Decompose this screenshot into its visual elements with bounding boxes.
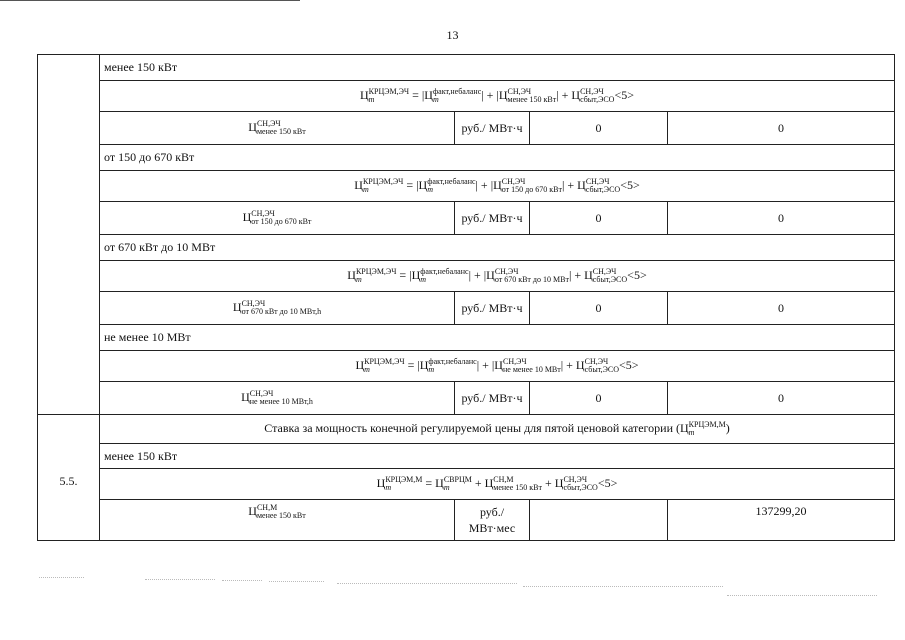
section-title-text: Ставка за мощность конечной регулируемой цены для пятой ценовой категории (Ц <box>264 421 689 435</box>
symbol-base: Ц <box>242 210 252 224</box>
formula-lhs-sub: m <box>355 275 362 284</box>
formula-eq: = |Ц <box>404 358 429 372</box>
formula-term2-sup: СН,ЭЧ <box>502 357 527 366</box>
section-title-sub: m <box>688 428 695 437</box>
subsection-label: от 150 до 670 кВт <box>100 145 895 171</box>
formula-footnote: <5> <box>597 476 618 490</box>
symbol-base: Ц <box>248 504 257 518</box>
formula-cell <box>100 171 895 202</box>
page-number: 13 <box>446 28 459 42</box>
table-row <box>38 202 895 235</box>
formula-term3-sub: сбыт,ЭСО <box>584 365 619 374</box>
formula-term1-sub: m <box>432 95 439 104</box>
subsection-label: менее 150 кВт <box>100 444 895 469</box>
symbol-cell <box>100 202 455 235</box>
formula-lhs-sub: m <box>368 95 375 104</box>
value-cell-1: 0 <box>530 202 668 235</box>
formula-term3-sup: СН,ЭЧ <box>592 267 617 276</box>
section-number: 5.5. <box>38 415 100 541</box>
symbol-cell <box>100 500 455 541</box>
formula-term1-end: | + |Ц <box>481 88 508 102</box>
table-row <box>38 325 895 351</box>
formula-lhs-sup: КРЦЭМ,ЭЧ <box>368 87 410 96</box>
value-cell-2: 0 <box>668 292 895 325</box>
formula-term1-sub: m <box>428 365 435 374</box>
formula-term3-sub: сбыт,ЭСО <box>585 185 621 194</box>
section-title-end: ) <box>725 421 730 435</box>
formula-term3-sub: сбыт,ЭСО <box>580 95 615 104</box>
formula-term1-end: | + |Ц <box>475 178 502 192</box>
symbol-sup: СН,ЭЧ <box>256 119 281 128</box>
formula-lhs-sub: m <box>364 365 370 374</box>
formula-term1-sub: m <box>443 483 450 492</box>
formula-cell <box>100 469 895 500</box>
tariff-table-body <box>38 55 895 541</box>
formula-lhs: Ц <box>360 88 369 102</box>
formula-term3-sub: сбыт,ЭСО <box>563 483 598 492</box>
formula-footnote: <5> <box>619 358 639 372</box>
table-row <box>38 415 895 444</box>
formula-footnote: <5> <box>620 178 640 192</box>
table-row <box>38 500 895 541</box>
symbol-sup: СН,ЭЧ <box>249 389 274 398</box>
unit-line-2: МВт·мес <box>468 521 516 535</box>
value-cell-2: 0 <box>668 202 895 235</box>
value-cell-2: 137299,20 <box>668 500 895 541</box>
formula-term3-sub: сбыт,ЭСО <box>592 275 628 284</box>
formula-term2-end: | + Ц <box>556 88 581 102</box>
symbol-sub: не менее 10 МВт,h <box>249 397 313 406</box>
formula-lhs: Ц <box>355 358 365 372</box>
formula-term1-sup: факт,небаланс <box>428 357 477 366</box>
formula-lhs-sup: КРЦЭМ,ЭЧ <box>362 177 404 186</box>
formula-term2-sub: менее 150 кВт <box>507 95 557 104</box>
formula-term2-end: | + Ц <box>560 358 585 372</box>
symbol-base: Ц <box>241 390 250 404</box>
table-row <box>38 81 895 112</box>
symbol-sup: СН,ЭЧ <box>251 209 275 218</box>
formula-lhs: Ц <box>347 268 356 282</box>
symbol-sub: от 150 до 670 кВт <box>251 217 312 226</box>
value-cell-1: 0 <box>530 382 668 415</box>
tariff-table <box>37 54 895 541</box>
formula-term1-end: | + |Ц <box>468 268 495 282</box>
symbol-sup: СН,М <box>256 503 278 512</box>
table-row <box>38 382 895 415</box>
table-row <box>38 55 895 81</box>
scan-artifacts <box>37 573 897 603</box>
formula-term1-sub: m <box>420 275 427 284</box>
formula-lhs-sup: КРЦЭМ,М <box>385 475 423 484</box>
symbol-sup: СН,ЭЧ <box>241 299 266 308</box>
formula-lhs: Ц <box>376 476 386 490</box>
section-title-sup: КРЦЭМ,М <box>688 420 726 429</box>
formula-term1-sup: факт,небаланс <box>427 177 476 186</box>
value-cell-2: 0 <box>668 382 895 415</box>
symbol-sub: от 670 кВт до 10 МВт,h <box>241 307 322 316</box>
table-row <box>38 444 895 469</box>
subsection-label: не менее 10 МВт <box>100 325 895 351</box>
table-row <box>38 469 895 500</box>
table-row <box>38 351 895 382</box>
formula-eq: = |Ц <box>396 268 421 282</box>
formula-term2-end: + Ц <box>542 476 564 490</box>
section-number-cell <box>38 55 100 415</box>
formula-lhs-sup: КРЦЭМ,ЭЧ <box>364 357 405 366</box>
symbol-cell <box>100 112 455 145</box>
formula-lhs-sub: m <box>362 185 369 194</box>
formula-term1-sup: факт,небаланс <box>420 267 469 276</box>
formula-eq: = |Ц <box>403 178 428 192</box>
formula-term2-sub: от 150 до 670 кВт <box>501 185 562 194</box>
formula-footnote: <5> <box>627 268 647 282</box>
unit-cell: руб./ МВт·ч <box>455 202 530 235</box>
value-cell-1: 0 <box>530 292 668 325</box>
formula-term1-sup: СВРЦМ <box>443 475 472 484</box>
formula-term2-end: | + Ц <box>561 178 586 192</box>
formula-lhs-sub: m <box>385 483 392 492</box>
formula-term3-sup: СН,ЭЧ <box>584 357 609 366</box>
table-row <box>38 112 895 145</box>
symbol-sub: менее 150 кВт <box>256 127 306 136</box>
formula-term2-sup: СН,ЭЧ <box>501 177 526 186</box>
value-cell-2: 0 <box>668 112 895 145</box>
formula-term1-end: | + |Ц <box>476 358 503 372</box>
unit-line-1: руб./ <box>479 505 505 519</box>
table-row <box>38 235 895 261</box>
formula-eq: = |Ц <box>409 88 433 102</box>
formula-cell <box>100 81 895 112</box>
formula-eq: = Ц <box>422 476 444 490</box>
formula-cell <box>100 261 895 292</box>
symbol-base: Ц <box>232 300 242 314</box>
unit-cell: руб./ МВт·ч <box>455 112 530 145</box>
formula-term2-end: | + Ц <box>568 268 593 282</box>
formula-term1-end: + Ц <box>471 476 494 490</box>
formula-term2-sub: от 670 кВт до 10 МВт <box>494 275 569 284</box>
formula-term2-sup: СН,М <box>493 475 514 484</box>
top-rule <box>0 0 300 1</box>
formula-term2-sub: не менее 10 МВт <box>502 365 561 374</box>
formula-term2-sup: СН,ЭЧ <box>507 87 532 96</box>
symbol-cell <box>100 382 455 415</box>
value-cell-1: 0 <box>530 112 668 145</box>
subsection-label: менее 150 кВт <box>100 55 895 81</box>
formula-term3-sup: СН,ЭЧ <box>563 475 588 484</box>
formula-cell <box>100 351 895 382</box>
unit-cell <box>455 500 530 541</box>
value-cell-1 <box>530 500 668 541</box>
table-row <box>38 292 895 325</box>
formula-term1-sup: факт,небаланс <box>432 87 482 96</box>
unit-cell: руб./ МВт·ч <box>455 292 530 325</box>
formula-term2-sub: менее 150 кВт <box>493 483 542 492</box>
formula-term3-sup: СН,ЭЧ <box>585 177 610 186</box>
unit-cell: руб./ МВт·ч <box>455 382 530 415</box>
formula-term2-sup: СН,ЭЧ <box>494 267 519 276</box>
section-title <box>100 415 895 444</box>
table-row <box>38 145 895 171</box>
symbol-cell <box>100 292 455 325</box>
symbol-base: Ц <box>248 120 257 134</box>
formula-lhs-sup: КРЦЭМ,ЭЧ <box>355 267 397 276</box>
formula-lhs: Ц <box>354 178 363 192</box>
symbol-sub: менее 150 кВт <box>256 511 306 520</box>
table-row <box>38 261 895 292</box>
formula-term3-sup: СН,ЭЧ <box>580 87 604 96</box>
subsection-label: от 670 кВт до 10 МВт <box>100 235 895 261</box>
formula-term1-sub: m <box>427 185 433 194</box>
formula-footnote: <5> <box>614 88 635 102</box>
table-row <box>38 171 895 202</box>
